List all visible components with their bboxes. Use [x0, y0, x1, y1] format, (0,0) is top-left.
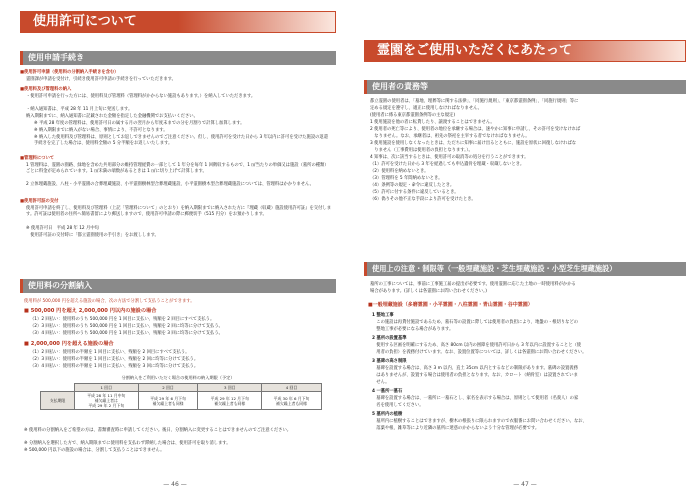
- section-heading-duties: 使用者の責務等: [364, 80, 686, 94]
- text-line: 墓碑を設置する場合は、一墓所に一墓石とし、家名を表示する場合は、原則として使用者（名義人）の家: [372, 396, 579, 401]
- item-title: 3 墓碑の高さ制限: [372, 359, 407, 364]
- table-corner: [41, 384, 75, 392]
- installment-intro: 使用料が 500,000 円を超える施設の場合、次の方法で分割して支払うことができます。: [24, 299, 195, 304]
- table-header-cell: 3 回目: [198, 384, 262, 392]
- item-title: 5 墓所内の植樹: [372, 412, 403, 417]
- table-header-cell: 4 回目: [262, 384, 322, 392]
- item-title: 1 整地工事: [372, 313, 394, 318]
- text-line: 3 使用施設を使用しなくなったときは、ただちに知事に届け出るとともに、施設を原状に回復しなければな: [370, 141, 577, 146]
- text-line: 1 管理料は、霊園の園路、緑地を含めた共用部分の維持管理経費の一部として 1 年分を毎年 1 回徴収するもので、1 ㎡当たりの単価又は施設（墓所の種類）ごとに料金が定められています。1 ㎡未満の端数があるときは 1 ㎡に切り上げて計算します。: [26, 163, 329, 175]
- item-title: 2 墓所の設置基準: [372, 336, 407, 341]
- text-line: 名を使用してください。: [372, 403, 424, 408]
- text-line: 使用許可証の交付時に「都立霊園使用の手引き」をお渡しします。: [26, 233, 159, 238]
- cell-line: 補欠繰上者も同様: [152, 400, 184, 406]
- text-line: 4 知事は、次に該当するときは、使用許可の取消等の処分を行うことができます。: [370, 155, 529, 160]
- subheading-general-burial: ■一般埋蔵施設（多磨霊園・小平霊園・八柱霊園・青山霊園・谷中霊園）: [368, 302, 533, 308]
- table-caption: 分割納入をご利用いただく場合の使用料の納入期限（予定）: [121, 375, 235, 380]
- text-line: 墓所の工事については、事前に工事施工届の提出が必要です。使用霊園に応じた土地の一時使用料がかかる: [370, 282, 576, 287]
- text-line: 落葉や根、雑草等により近隣の墓所に迷惑のかからないよう十分な管理が必要です。: [372, 426, 540, 431]
- text-line: （2）3 回払い：使用料の半額を 1 回目に支払い、残額を 2 回に均等に分けて支払う。: [30, 357, 199, 362]
- cell-line: 補欠繰上者も同様: [214, 400, 246, 406]
- table-row-label: 支払期限: [41, 392, 75, 410]
- page-title: 霊園をご使用いただくにあたって: [364, 40, 686, 62]
- text-line: 納入期限までに、納入通知書に記載された金額を指定した金融機関でお支払いください。: [26, 114, 198, 119]
- text-line: （1）2 回払い：使用料の半額を 1 回目に支払い、残額を 2 回目にすべて支払う。: [30, 350, 190, 355]
- text-line: 使用許可申請を終了し、使用料及び管理料（上記「管理料について」のとおり）を納入期限までに納入された方に『埋蔵（収蔵）施設使用許可証』を交付します。許可証は使用者の住所へ簡易書留により郵送しますので、使用許可申請の際に郵便切手（515 円分）をお預かりします。: [26, 206, 331, 218]
- text-line: 1 使用施設を他の者に転貸したり、譲渡することはできません。: [370, 120, 495, 125]
- text-line: 都立霊園の使用者は、「墓地、埋葬等に関する法律」、「同施行規則」、「東京都霊園条例」、「同施行規則」等に: [370, 99, 579, 104]
- text-line: 定める規定を遵守し、適正に使用しなければなりません。: [370, 106, 482, 111]
- text-line: 2 立体埋蔵施設、八柱・小平霊園の合葬埋蔵施設、小平霊園樹林型合葬埋蔵施設、小平霊園樹木型合葬埋蔵施設については、管理料はかかりません。: [26, 182, 314, 187]
- text-line: （3）管理料を 5 年間納めないとき。: [370, 176, 443, 181]
- table-cell: [262, 392, 322, 410]
- note-line: ※ 500,000 円以下の施設の場合は、分割して支払うことはできません。: [24, 448, 165, 453]
- text-line: （2）3 回払い：使用料のうち 500,000 円を 1 回目に支払い、残額を 2 回に均等に分けて支払う。: [30, 324, 223, 329]
- table-cell: [138, 392, 198, 410]
- text-line: この施設は再貸付施設であるため、墓石等の設置に際しては使用者の負担により、地盤の・根切りなどの: [372, 320, 579, 325]
- cell-line: 平成 28 年 11 月中旬: [87, 393, 126, 398]
- text-line: （3）4 回払い：使用料のうち 500,000 円を 1 回目に支払い、残額を 3 回に均等に分けて支払う。: [30, 331, 223, 336]
- text-line: （6）偽りその他不正な手段により許可を受けたとき。: [370, 197, 476, 202]
- subheading-fee: ■使用料及び管理料の納入: [20, 87, 72, 92]
- page-number: — 47 —: [513, 481, 537, 488]
- text-line: ・使用許可申請を行った方には、使用料及び管理料（管理料がかからない施設もあります。）を納入していただきます。: [26, 94, 256, 99]
- section-heading-restrictions: 使用上の注意・制限等（一般埋蔵施設・芝生埋蔵施設・小型芝生埋蔵施設）: [364, 262, 686, 276]
- text-line: （3）4 回払い：使用料の半額を 1 回目に支払い、残額を 3 回に均等に分けて支払う。: [30, 364, 199, 369]
- note-line: ※ 使用料の分割納入をご希望の方は、書類審査時に申請してください。後日、分割納入に変更することはできませんのでご注意ください。: [24, 428, 292, 433]
- cell-line: 補欠繰上者も同様: [275, 400, 308, 406]
- text-line: ※ 使用許可日 平成 28 年 12 月中旬: [26, 226, 99, 231]
- text-line: せん。: [372, 380, 390, 385]
- text-line: 用者の負担）を義務付けています。なお、設置位置等については、詳しくは各霊園にお問い合わせください。: [372, 350, 587, 355]
- text-line: 2 使用者の死亡等により、使用者の地位を承継する場合は、速やかに知事に申請し、その許可を受けなければ: [370, 127, 581, 132]
- right-page: [350, 0, 700, 495]
- text-line: （1）2 回払い：使用料のうち 500,000 円を 1 回目に支払い、残額を 2 回目にすべて支払う。: [30, 317, 215, 322]
- table-header-cell: 1 回目: [75, 384, 139, 392]
- subheading-permit: ■使用許可申請（使用料の分割納入手続きを含む）: [20, 70, 119, 75]
- text-line: ※ 平成 28 年度の管理料は、使用許可日の属する月の翌月から年度末までの分を月割りで計算し加算します。: [34, 121, 245, 126]
- text-line: ※ 納入した使用料及び管理料は、原則としてお返しできませんのでご注意ください。但し、使用許可を受けた日から 3 年以内に許可を受けた施設の返還手続きを完了した場合は、使用料全額の 5 分半額をお返しいたします。: [34, 135, 329, 147]
- installment-case-1: ■ 500,000 円を超え 2,000,000 円以内の施設の場合: [24, 308, 157, 314]
- cell-line: 補欠繰上者は: [94, 398, 118, 403]
- text-line: 場合があります。(詳しくは各霊園にお問い合わせください。): [370, 289, 487, 294]
- text-line: 使用する区画を明確にするため、高さ 80cm 以内の囲障を使用許可日から 3 年以内に設置することと（使: [372, 343, 582, 348]
- installment-case-2: ■ 2,000,000 円を超える施設の場合: [24, 341, 114, 347]
- text-line: ・納入通知書は、平成 28 年 11 月上旬に発送します。: [26, 107, 133, 112]
- section-heading-application: 使用申請手続き: [20, 51, 336, 65]
- cell-line: 平成 29 年 6 月下旬: [150, 395, 186, 401]
- text-line: ※ 納入期限までに納入がない場合、事情により、不許可となります。: [34, 128, 168, 133]
- cell-line: 平成 30 年 6 月下旬: [273, 395, 310, 401]
- installment-schedule-table: [40, 383, 322, 410]
- text-line: （5）許可に付する条件に違反しているとき。: [370, 190, 459, 195]
- table-header-cell: 2 回目: [138, 384, 198, 392]
- text-line: （4）条例等の規定・命令に違反したとき。: [370, 183, 455, 188]
- subheading-admin-fee: ■管理料について: [20, 156, 55, 161]
- cell-line: 平成 29 年 12 月下旬: [210, 395, 249, 401]
- text-line: なりません。なお、承継者は、祖先の祭祀を主宰する者でなければなりません。: [370, 134, 530, 139]
- subheading-certificate: ■使用許可証の交付: [20, 199, 59, 204]
- section-heading-installment: 使用料の分割納入: [20, 279, 336, 293]
- text-line: りません（工事費用は使用者の負担となります。）。: [370, 148, 473, 153]
- text-line: 整地工事が必要になる場合があります。: [372, 327, 454, 332]
- page-title: 使用許可について: [20, 11, 336, 33]
- text-line: （2）使用料を納めないとき。: [370, 169, 429, 174]
- text-line: （1）許可を受けた日から 3 年を経過しても申込遺骨を埋蔵・収蔵しないとき。: [370, 162, 525, 167]
- note-line: ※ 分割納入を選択した方で、納入期限までに使用料を支払わず滞納した場合は、使用許可を取り消します。: [24, 441, 231, 446]
- table-cell: [75, 392, 139, 410]
- page-number: — 46 —: [163, 481, 187, 488]
- text-line: 霊園課が申請を受付け、引続き使用許可申請の手続きを行っていただきます。: [26, 77, 176, 82]
- cell-line: 平成 29 年 2 月下旬: [88, 403, 125, 408]
- text-line: はありませんが、設置する場合は使用者の負担となります。なお、カロート（納骨室）は設置されていま: [372, 373, 578, 378]
- table-cell: [198, 392, 262, 410]
- text-line: (使用者に係る東京都霊園条例等の主な規定): [370, 113, 455, 118]
- text-line: 墓碑を設置する場合は、高さ 3 m 以内、直土 35cm 以内とするなどの制限があります。墓碑の設置義務: [372, 366, 578, 371]
- text-line: 墓所内に植樹することはできますが、樹木の根張りに限られますので衣服番にお問い合わせください。なお、: [372, 419, 587, 424]
- item-title: 4 一墓所一墓石: [372, 389, 403, 394]
